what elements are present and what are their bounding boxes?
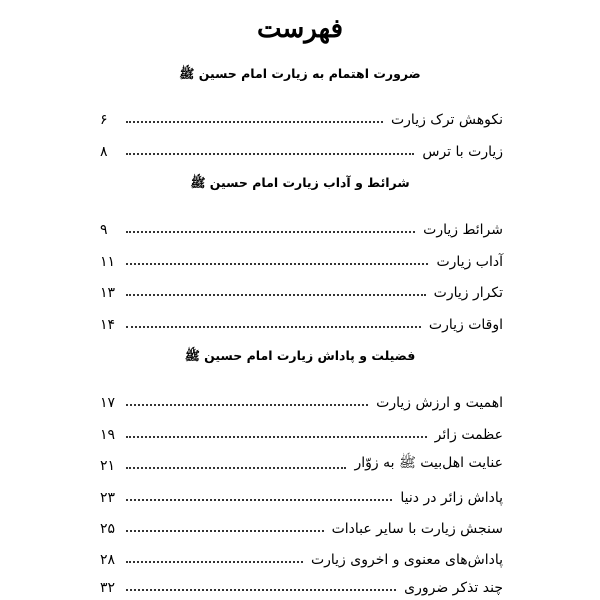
toc-entry[interactable] (100, 216, 503, 238)
dot-leader (126, 153, 414, 155)
toc-entry-label: نکوهش ترک زیارت (390, 112, 503, 128)
toc-entry[interactable] (100, 421, 503, 443)
dot-leader (126, 499, 392, 501)
toc-entry-page: ۲۳ (100, 490, 116, 506)
page-title: فهرست (256, 14, 344, 44)
toc-entry-label: اوقات زیارت (428, 317, 503, 333)
toc-entry-page: ۲۸ (100, 552, 116, 568)
toc-entry-label: عظمت زائر (434, 427, 503, 443)
toc-entry-page: ۱۴ (100, 317, 116, 333)
dot-leader (126, 326, 421, 328)
section-heading: فضیلت و پاداش زیارت امام حسین ﷺ (184, 348, 416, 363)
dot-leader (126, 121, 383, 123)
dot-leader (126, 294, 426, 296)
toc-entry-page: ۲۱ (100, 458, 116, 474)
toc-entry[interactable] (100, 452, 503, 474)
toc-entry-label: زیارت با ترس (422, 144, 503, 160)
toc-entry-label: شرائط زیارت (423, 222, 503, 238)
dot-leader (126, 436, 427, 438)
toc-entry[interactable] (100, 311, 503, 333)
toc-entry[interactable] (100, 138, 503, 160)
toc-entry-page: ۲۵ (100, 521, 116, 537)
toc-entry-label: عنایت اهل‌بیت ﷺ به زوّار (354, 455, 503, 471)
toc-entry[interactable] (100, 574, 503, 596)
toc-entry-page: ۳۲ (100, 580, 116, 596)
toc-entry-page: ۱۱ (100, 254, 116, 270)
toc-entry-page: ۸ (100, 144, 108, 160)
section-heading: ضرورت اهتمام به زیارت امام حسین ﷺ (179, 66, 421, 81)
toc-entry-label: اهمیت و ارزش زیارت (376, 395, 503, 411)
dot-leader (126, 561, 303, 563)
dot-leader (126, 231, 415, 233)
dot-leader (126, 263, 428, 265)
toc-entry[interactable] (100, 546, 503, 568)
toc-entry[interactable] (100, 248, 503, 270)
toc-entry-label: سنجش زیارت با سایر عبادات (331, 521, 503, 537)
toc-entry-page: ۱۷ (100, 395, 116, 411)
toc-entry[interactable] (100, 389, 503, 411)
dot-leader (126, 467, 346, 469)
toc-entry[interactable] (100, 106, 503, 128)
dot-leader (126, 530, 324, 532)
toc-entry-page: ۱۳ (100, 285, 116, 301)
dot-leader (126, 404, 368, 406)
toc-entry-page: ۹ (100, 222, 108, 238)
toc-entry[interactable] (100, 484, 503, 506)
section-heading: شرائط و آداب زیارت امام حسین ﷺ (190, 175, 410, 190)
toc-entry[interactable] (100, 515, 503, 537)
toc-entry-label: آداب زیارت (436, 254, 503, 270)
toc-entry-label: چند تذکر ضروری (404, 580, 503, 596)
toc-entry-label: پاداش زائر در دنیا (400, 490, 503, 506)
toc-entry-label: تکرار زیارت (433, 285, 503, 301)
toc-entry[interactable] (100, 279, 503, 301)
toc-entry-label: پاداش‌های معنوی و اخروی زیارت (310, 552, 503, 568)
dot-leader (126, 589, 396, 591)
toc-entry-page: ۶ (100, 112, 108, 128)
toc-entry-page: ۱۹ (100, 427, 116, 443)
